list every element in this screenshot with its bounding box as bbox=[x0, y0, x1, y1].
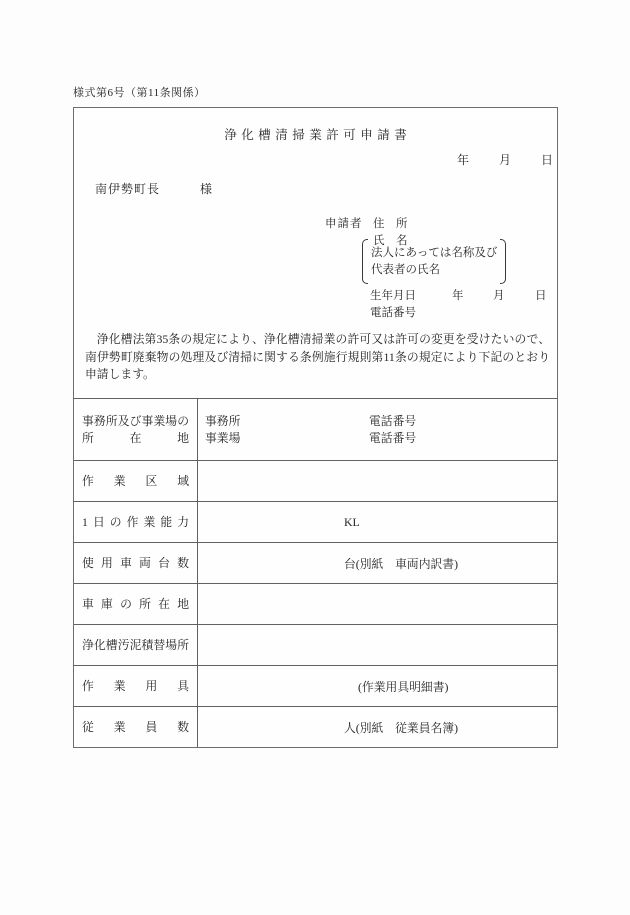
row-label-line1: 事務所及び事業場の bbox=[82, 413, 189, 428]
form-number-label: 様式第6号（第11条関係） bbox=[73, 87, 206, 99]
office-phone-label: 電話番号 bbox=[369, 413, 417, 428]
birthdate-month-label: 月 bbox=[493, 290, 505, 302]
table-row-vehicle-count bbox=[74, 542, 557, 583]
office-line2 bbox=[198, 430, 557, 447]
row-label-text: 浄化槽汚泥積替場所 bbox=[82, 637, 189, 652]
birthdate-day-label: 日 bbox=[535, 290, 547, 302]
table-row-work-area bbox=[74, 460, 557, 501]
cell-work-equipment: (作業用具明細書) bbox=[358, 679, 449, 694]
row-label-garage-location bbox=[74, 584, 198, 624]
bracket-left bbox=[362, 239, 368, 284]
applicant-name-label: 氏 名 bbox=[373, 235, 408, 247]
cell-employee-count: 人(別紙 従業員名簿) bbox=[344, 720, 459, 735]
row-label-employee-count bbox=[74, 707, 198, 747]
cell-daily-capacity: KL bbox=[344, 514, 360, 529]
row-label-text: 従業員数 bbox=[82, 719, 189, 734]
row-label-daily-capacity bbox=[74, 502, 198, 542]
row-label-work-equipment bbox=[74, 666, 198, 706]
applicant-label: 申請者 bbox=[325, 218, 363, 230]
cell-vehicle-count: 台(別紙 車両内訳書) bbox=[344, 556, 459, 571]
table-row-garage-location bbox=[74, 583, 557, 624]
row-label-vehicle-count bbox=[74, 543, 198, 583]
cell-sludge-transfer-site bbox=[198, 625, 557, 665]
date-line bbox=[457, 151, 553, 168]
document-title: 浄化槽清掃業許可申請書 bbox=[224, 128, 412, 142]
corporate-note bbox=[362, 239, 506, 284]
table-row-work-equipment bbox=[74, 665, 557, 706]
addressee-honorific: 様 bbox=[200, 182, 213, 196]
office-line1 bbox=[198, 413, 557, 430]
cell-garage-location bbox=[198, 584, 557, 624]
row-label-line2: 所在地 bbox=[82, 430, 189, 445]
row-label-work-area bbox=[74, 461, 198, 501]
corporate-note-text bbox=[371, 239, 497, 284]
application-statement: 浄化槽法第35条の規定により、浄化槽清掃業の許可又は許可の変更を受けたいので、南伊勢町廃棄物の処理及び清掃に関する条例施行規則第11条の規定により下記のとおり申請します。 bbox=[85, 332, 550, 381]
birthdate-label: 生年月日 bbox=[370, 290, 416, 302]
table-row-sludge-transfer-site bbox=[74, 624, 557, 665]
table-row-daily-capacity bbox=[74, 501, 557, 542]
date-month-label: 月 bbox=[498, 153, 511, 167]
workplace-phone-label: 電話番号 bbox=[369, 430, 417, 445]
application-form-box bbox=[73, 107, 558, 748]
table-row-employee-count bbox=[74, 706, 557, 747]
row-label-text: 車庫の所在地 bbox=[82, 596, 189, 611]
row-label-text: 作業用具 bbox=[82, 678, 189, 693]
application-table bbox=[74, 398, 557, 747]
office-label: 事務所 bbox=[205, 413, 241, 428]
row-label-text: 1日の作業能力 bbox=[82, 514, 189, 529]
row-label-office-location bbox=[74, 399, 198, 460]
corporate-note-line1: 法人にあっては名称及び bbox=[371, 246, 498, 259]
table-row-office-location bbox=[74, 399, 557, 460]
row-label-sludge-transfer-site bbox=[74, 625, 198, 665]
date-day-label: 日 bbox=[540, 153, 553, 167]
cell-office-location bbox=[198, 399, 557, 460]
birthdate-year-label: 年 bbox=[452, 290, 464, 302]
bracket-right bbox=[500, 239, 506, 284]
row-label-text: 使用車両台数 bbox=[82, 555, 189, 570]
applicant-phone-label: 電話番号 bbox=[370, 307, 416, 319]
cell-work-area bbox=[198, 461, 557, 501]
date-year-label: 年 bbox=[456, 153, 469, 167]
applicant-address-label: 住 所 bbox=[373, 218, 408, 230]
addressee-name: 南伊勢町長 bbox=[95, 182, 161, 196]
row-label-text: 作業区域 bbox=[82, 473, 189, 488]
corporate-note-line2: 代表者の氏名 bbox=[371, 263, 440, 276]
workplace-label: 事業場 bbox=[205, 430, 241, 445]
